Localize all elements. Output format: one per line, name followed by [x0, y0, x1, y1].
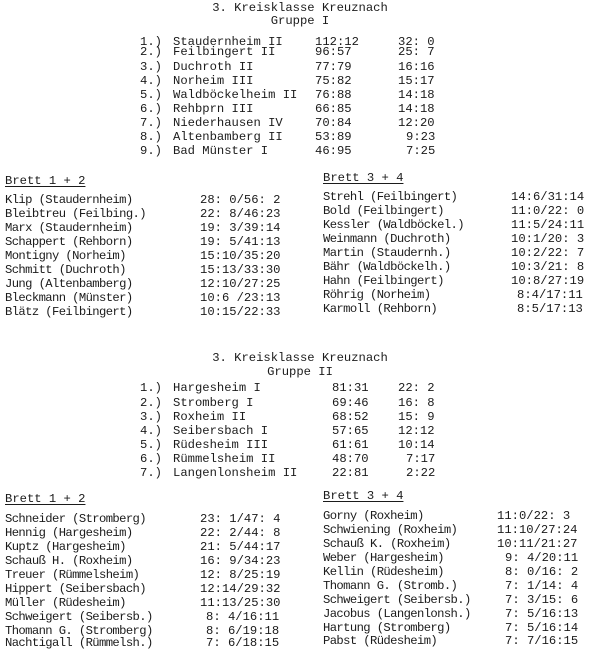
player-stats: 10:15/22:33 [200, 305, 281, 319]
player-name: Blätz (Feilbingert) [5, 305, 133, 319]
points: 12:20 [398, 116, 435, 130]
points: 14:18 [398, 102, 435, 116]
player-stats: 15:10/35:20 [200, 249, 281, 263]
rank: 5.) [140, 88, 162, 102]
player-name: Kessler (Waldböckel.) [323, 218, 464, 232]
player-name: Montigny (Norheim) [5, 249, 126, 263]
score: 69:46 [332, 396, 369, 410]
player-stats: 7: 6/18:15 [206, 636, 280, 650]
player-name: Schneider (Stromberg) [5, 512, 146, 526]
player-stats: 7: 5/16:14 [505, 621, 579, 635]
player-name: Hippert (Seibersbach) [5, 582, 146, 596]
points: 32: 0 [398, 35, 435, 49]
player-name: Bähr (Waldböckelh.) [323, 260, 451, 274]
player-stats: 11:10/27:24 [497, 523, 578, 537]
section2-brett34-heading: Brett 3 + 4 [323, 489, 404, 503]
player-stats: 10:6 /23:13 [200, 291, 281, 305]
score: 57:65 [332, 424, 369, 438]
score: 61:61 [332, 438, 369, 452]
rank: 3.) [140, 60, 162, 74]
player-stats: 7: 5/16:13 [505, 607, 579, 621]
points: 14:18 [398, 88, 435, 102]
points: 7:25 [406, 144, 436, 158]
player-stats: 16: 9/34:23 [200, 554, 281, 568]
player-name: Marx (Staudernheim) [5, 221, 133, 235]
rank: 1.) [140, 35, 162, 49]
player-stats: 8: 6/19:18 [206, 624, 280, 638]
score: 112:12 [315, 35, 359, 49]
player-name: Schauß K. (Roxheim) [323, 537, 451, 551]
player-stats: 23: 1/47: 4 [200, 512, 281, 526]
player-name: Hennig (Hargesheim) [5, 526, 133, 540]
player-name: Müller (Rüdesheim) [5, 596, 126, 610]
points: 2:22 [406, 466, 436, 480]
team: Langenlonsheim II [173, 466, 298, 480]
player-name: Hahn (Feilbingert) [323, 274, 444, 288]
player-name: Karmoll (Rehborn) [323, 302, 438, 316]
section1-brett12-heading: Brett 1 + 2 [5, 174, 86, 188]
player-stats: 10:1/20: 3 [511, 232, 585, 246]
player-stats: 15:13/33:30 [200, 263, 281, 277]
score: 76:88 [315, 88, 352, 102]
score: 96:57 [315, 45, 352, 59]
score: 81:31 [332, 381, 369, 395]
points: 9:23 [406, 130, 436, 144]
section1-group: Gruppe I [270, 14, 330, 28]
section2-group: Gruppe II [267, 365, 333, 379]
section1-brett34-heading: Brett 3 + 4 [323, 171, 404, 185]
player-name: Weinmann (Duchroth) [323, 232, 451, 246]
team: Seibersbach I [173, 424, 269, 438]
rank: 2.) [140, 45, 162, 59]
score: 70:84 [315, 116, 352, 130]
rank: 6.) [140, 452, 162, 466]
player-name: Thomann G. (Stromb.) [323, 579, 458, 593]
rank: 4.) [140, 424, 162, 438]
score: 48:70 [332, 452, 369, 466]
player-stats: 14:6/31:14 [511, 190, 585, 204]
points: 15:17 [398, 74, 435, 88]
rank: 5.) [140, 438, 162, 452]
player-name: Klip (Staudernheim) [5, 193, 133, 207]
player-stats: 10:3/21: 8 [511, 260, 585, 274]
team: Altenbamberg II [173, 130, 283, 144]
score: 77:79 [315, 60, 352, 74]
score: 75:82 [315, 74, 352, 88]
score: 22:81 [332, 466, 369, 480]
player-name: Treuer (Rümmelsheim) [5, 568, 140, 582]
player-name: Bleckmann (Münster) [5, 291, 133, 305]
player-stats: 9: 4/20:11 [505, 551, 579, 565]
player-stats: 10:8/27:19 [511, 274, 585, 288]
rank: 9.) [140, 144, 162, 158]
points: 16:16 [398, 60, 435, 74]
player-stats: 12: 8/25:19 [200, 568, 281, 582]
team: Staudernheim II [173, 35, 283, 49]
player-stats: 22: 2/44: 8 [200, 526, 281, 540]
player-stats: 11:5/24:11 [511, 218, 585, 232]
player-stats: 10:11/21:27 [497, 537, 578, 551]
player-name: Schweigert (Seibersb.) [323, 593, 471, 607]
player-name: Thomann G. (Stromberg) [5, 624, 153, 638]
points: 22: 2 [398, 381, 435, 395]
player-name: Schappert (Rehborn) [5, 235, 133, 249]
player-stats: 7: 7/16:15 [505, 634, 579, 648]
score: 66:85 [315, 102, 352, 116]
player-stats: 10:2/22: 7 [511, 246, 585, 260]
player-stats: 8:5/17:13 [517, 302, 583, 316]
player-name: Röhrig (Norheim) [323, 288, 431, 302]
team: Rehbprn III [173, 102, 254, 116]
player-name: Hartung (Stromberg) [323, 621, 451, 635]
player-name: Gorny (Roxheim) [323, 509, 424, 523]
player-name: Jacobus (Langenlonsh.) [323, 607, 471, 621]
player-stats: 12:14/29:32 [200, 582, 281, 596]
player-name: Jung (Altenbamberg) [5, 277, 133, 291]
points: 7:17 [406, 452, 436, 466]
rank: 8.) [140, 130, 162, 144]
points: 15: 9 [398, 410, 435, 424]
player-stats: 21: 5/44:17 [200, 540, 281, 554]
team: Stromberg I [173, 396, 254, 410]
rank: 4.) [140, 74, 162, 88]
team: Feilbingert II [173, 45, 276, 59]
player-stats: 12:10/27:25 [200, 277, 281, 291]
player-name: Nachtigall (Rümmelsh.) [5, 636, 153, 650]
section2-brett12-heading: Brett 1 + 2 [5, 492, 86, 506]
player-name: Kuptz (Hargesheim) [5, 540, 126, 554]
player-name: Strehl (Feilbingert) [323, 190, 458, 204]
player-stats: 7: 1/14: 4 [505, 579, 579, 593]
player-stats: 19: 3/39:14 [200, 221, 281, 235]
player-name: Kellin (Rüdesheim) [323, 565, 444, 579]
team: Niederhausen IV [173, 116, 283, 130]
score: 68:52 [332, 410, 369, 424]
rank: 7.) [140, 466, 162, 480]
player-stats: 28: 0/56: 2 [200, 193, 281, 207]
team: Waldböckelheim II [173, 88, 298, 102]
rank: 1.) [140, 381, 162, 395]
team: Rüdesheim III [173, 438, 269, 452]
rank: 6.) [140, 102, 162, 116]
player-stats: 8: 0/16: 2 [505, 565, 579, 579]
player-stats: 19: 5/41:13 [200, 235, 281, 249]
player-name: Bold (Feilbingert) [323, 204, 444, 218]
player-stats: 22: 8/46:23 [200, 207, 281, 221]
player-name: Bleibtreu (Feilbing.) [5, 207, 146, 221]
player-stats: 11:13/25:30 [200, 596, 281, 610]
score: 46:95 [315, 144, 352, 158]
points: 10:14 [398, 438, 435, 452]
team: Duchroth II [173, 60, 254, 74]
rank: 3.) [140, 410, 162, 424]
team: Roxheim II [173, 410, 247, 424]
player-stats: 8:4/17:11 [517, 288, 583, 302]
player-name: Schmitt (Duchroth) [5, 263, 126, 277]
player-stats: 11:0/22: 3 [497, 509, 571, 523]
points: 25: 7 [398, 45, 435, 59]
player-stats: 8: 4/16:11 [206, 610, 280, 624]
player-name: Martin (Staudernh.) [323, 246, 451, 260]
rank: 2.) [140, 396, 162, 410]
section1-title: 3. Kreisklasse Kreuznach [212, 1, 388, 15]
points: 16: 8 [398, 396, 435, 410]
team: Rümmelsheim II [173, 452, 276, 466]
player-stats: 11:0/22: 0 [511, 204, 585, 218]
section2-title: 3. Kreisklasse Kreuznach [212, 351, 388, 365]
player-stats: 7: 3/15: 6 [505, 593, 579, 607]
player-name: Pabst (Rüdesheim) [323, 634, 438, 648]
player-name: Schauß H. (Roxheim) [5, 554, 133, 568]
team: Bad Münster I [173, 144, 269, 158]
player-name: Schweigert (Seibersb.) [5, 610, 153, 624]
team: Hargesheim I [173, 381, 261, 395]
rank: 7.) [140, 116, 162, 130]
player-name: Schwiening (Roxheim) [323, 523, 458, 537]
team: Norheim III [173, 74, 254, 88]
points: 12:12 [398, 424, 435, 438]
score: 53:89 [315, 130, 352, 144]
player-name: Weber (Hargesheim) [323, 551, 444, 565]
